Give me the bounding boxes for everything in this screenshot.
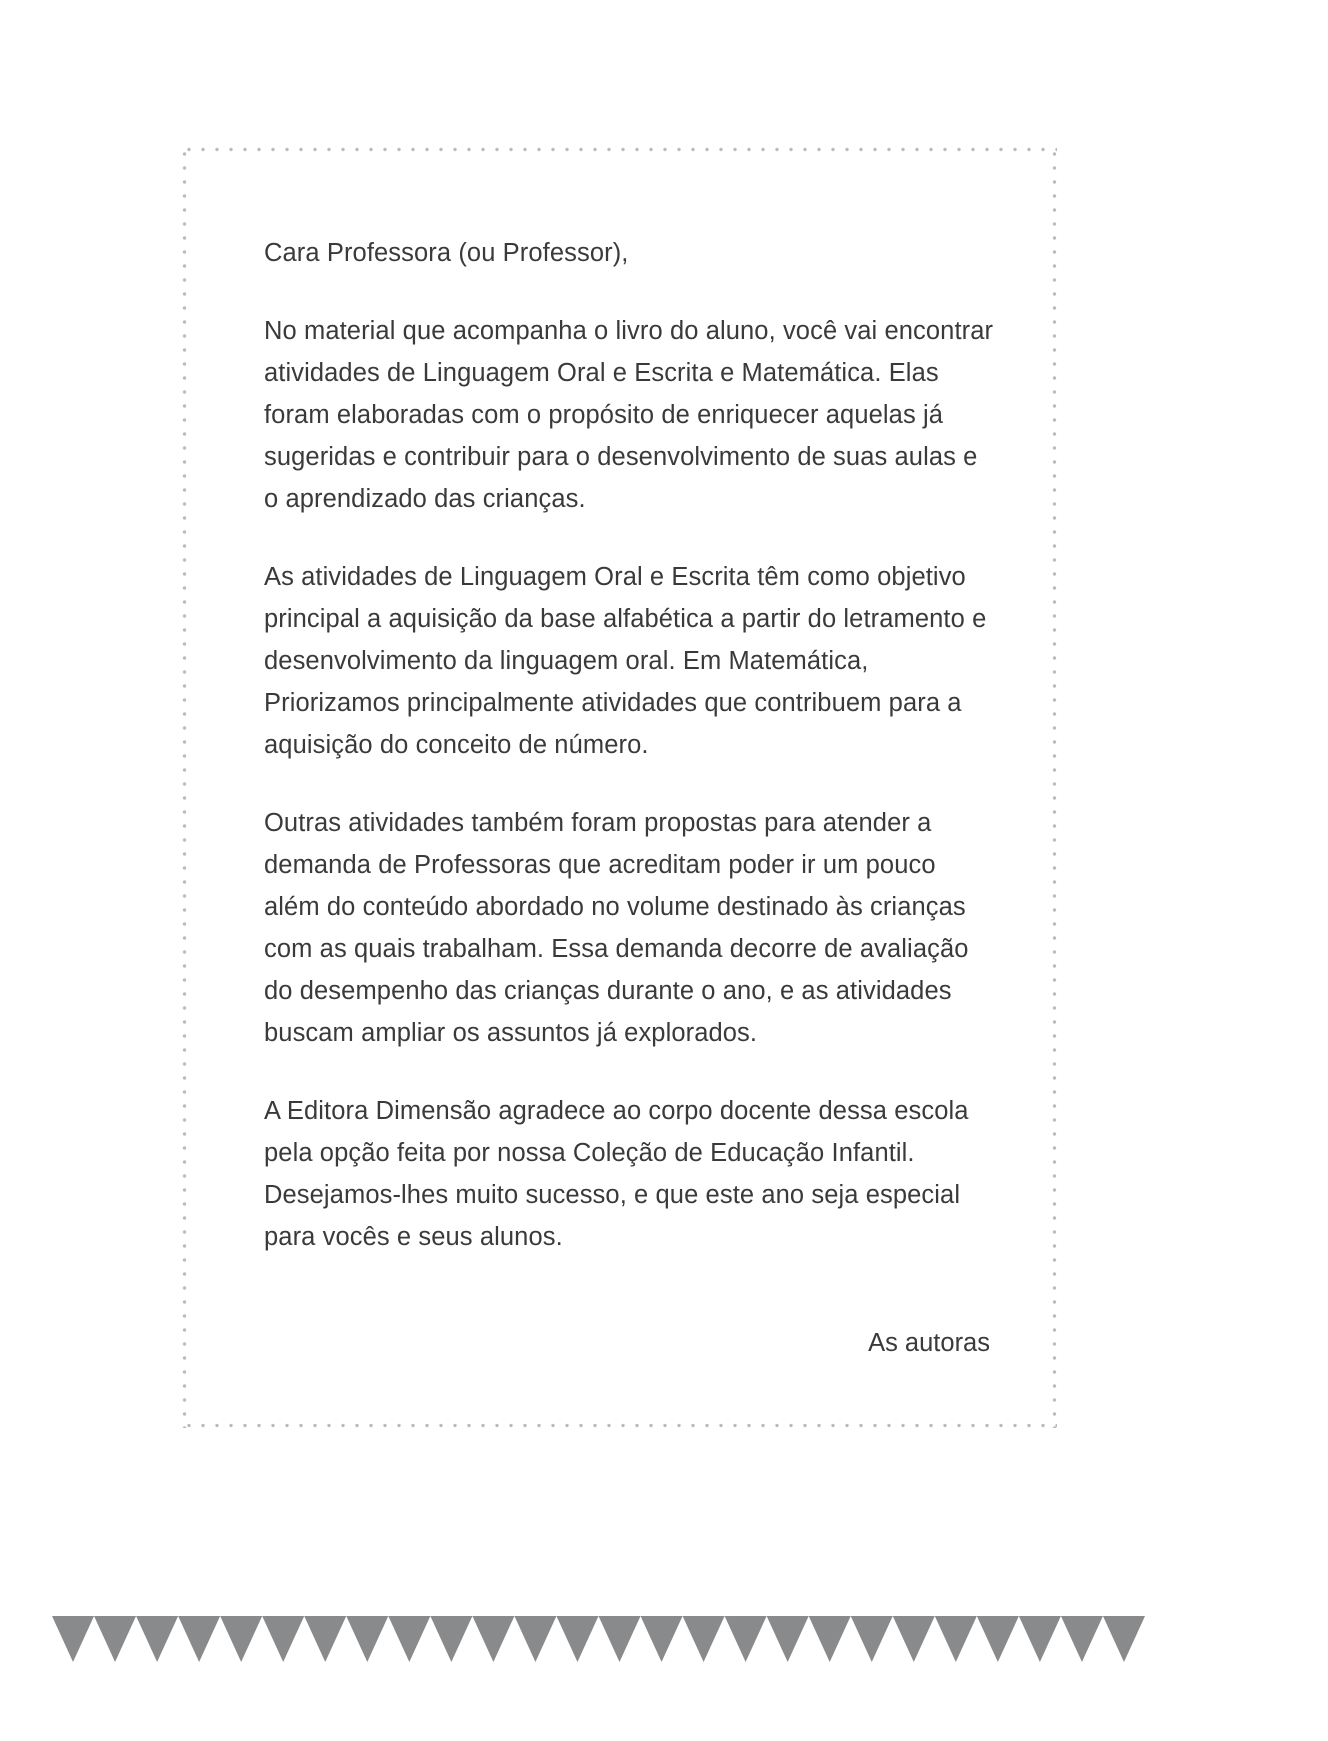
letter-body — [264, 232, 994, 1364]
zigzag-icon — [52, 1616, 1145, 1662]
letter-paragraph-4: A Editora Dimensão agradece ao corpo docente dessa escola pela opção feita por nossa Coleção de Educação Infantil. Desejamos-lhes muito sucesso, e que este ano seja especial para vocês e seus alunos. — [264, 1097, 969, 1251]
letter-salutation: Cara Professora (ou Professor), — [264, 239, 629, 267]
dotted-border-top — [182, 147, 1057, 152]
letter-paragraph-3: Outras atividades também foram propostas para atender a demanda de Professoras que acreditam poder ir um pouco além do conteúdo abordado no volume destinado às crianças com as quais trabalham. Essa demanda decorre de avaliação do desempenho das crianças durante o ano, e as atividades buscam ampliar os assuntos já explorados. — [264, 809, 969, 1047]
zigzag-decoration — [52, 1616, 1145, 1662]
letter-paragraph-2: As atividades de Linguagem Oral e Escrita têm como objetivo principal a aquisição da base alfabética a partir do letramento e desenvolvimento da linguagem oral. Em Matemática, Priorizamos principalmente atividades que contribuem para a aquisição do conceito de número. — [264, 563, 987, 759]
letter-paragraph-1: No material que acompanha o livro do aluno, você vai encontrar atividades de Linguagem Oral e Escrita e Matemática. Elas foram elaboradas com o propósito de enriquecer aquelas já sugeridas e contribuir para o desenvolvimento de suas aulas e o aprendizado das crianças. — [264, 317, 994, 513]
dotted-border-bottom — [182, 1423, 1057, 1428]
letter-signature: As autoras — [868, 1329, 990, 1357]
dotted-border-right — [1052, 147, 1057, 1428]
dotted-border-left — [182, 147, 187, 1428]
